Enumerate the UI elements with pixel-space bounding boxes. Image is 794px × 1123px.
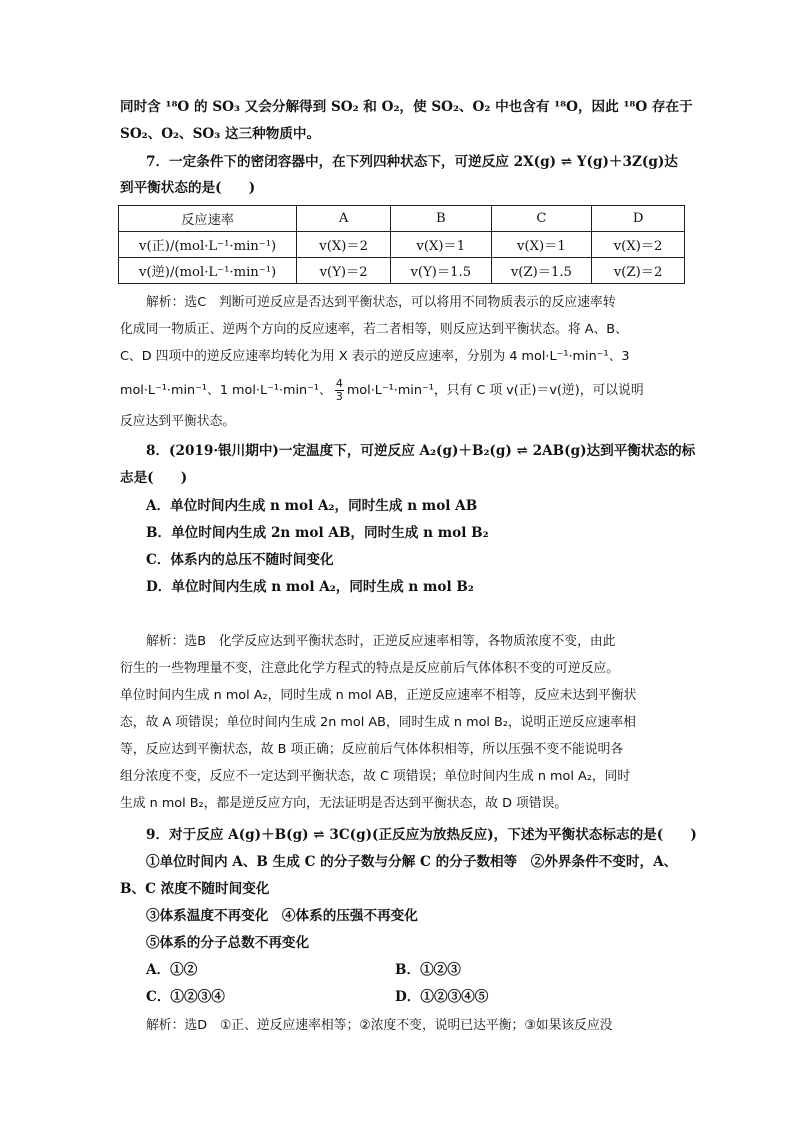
question-8-stem: 志是( ) <box>120 470 188 486</box>
analysis-line: 等，反应达到平衡状态，故 B 项正确；反应前后气体体积相等，所以压强不变不能说明各 <box>120 742 624 757</box>
table-cell: v(X)＝1 <box>390 232 491 258</box>
option-c: C．体系内的总压不随时间变化 <box>146 552 334 568</box>
analysis-line: 解析：选C 判断可逆反应是否达到平衡状态，可以将用不同物质表示的反应速率转 <box>146 295 616 310</box>
table-cell: v(逆)/(mol·L⁻¹·min⁻¹) <box>119 258 297 284</box>
table-cell: v(X)＝2 <box>592 232 685 258</box>
analysis-line: 衍生的一些物理量不变，注意此化学方程式的特点是反应前后气体体积不变的可逆反应。 <box>120 661 620 676</box>
table-row <box>119 258 685 284</box>
question-9-item: ①单位时间内 A、B 生成 C 的分子数与分解 C 的分子数相等 ②外界条件不变时，A、 <box>146 854 678 870</box>
table-header-row <box>119 206 685 232</box>
table-cell: v(Z)＝1.5 <box>491 258 592 284</box>
table-cell: v(正)/(mol·L⁻¹·min⁻¹) <box>119 232 297 258</box>
analysis-line: 反应达到平衡状态。 <box>120 414 236 429</box>
option-d: D．①②③④⑤ <box>395 989 489 1005</box>
option-b: B．①②③ <box>395 962 461 978</box>
analysis-line: 解析：选D ①正、逆反应速率相等；②浓度不变，说明已达平衡；③如果该反应没 <box>146 1018 613 1033</box>
analysis-line: 生成 n mol B₂，都是逆反应方向，无法证明是否达到平衡状态，故 D 项错误。 <box>120 796 568 811</box>
analysis-text: mol·L⁻¹·min⁻¹、1 mol·L⁻¹·min⁻¹、 <box>120 383 332 398</box>
table-header-cell: C <box>491 206 592 232</box>
table-cell: v(X)＝2 <box>297 232 391 258</box>
analysis-line: C、D 四项中的逆反应速率均转化为用 X 表示的逆反应速率，分别为 4 mol·L⁻¹·min⁻¹、3 <box>120 349 630 364</box>
text-line: 同时含 ¹⁸O 的 SO₃ 又会分解得到 SO₂ 和 O₂，使 SO₂、O₂ 中也含有 ¹⁸O，因此 ¹⁸O 存在于 <box>120 99 693 115</box>
table-header-cell: D <box>592 206 685 232</box>
analysis-line: 化成同一物质正、逆两个方向的反应速率，若二者相等，则反应达到平衡状态。将 A、B、 <box>120 322 628 337</box>
fraction-denominator: 3 <box>335 390 343 403</box>
table-cell: v(Z)＝2 <box>592 258 685 284</box>
question-9-stem: 9．对于反应 A(g)＋B(g) ⇌ 3C(g)(正反应为放热反应)，下述为平衡状态标志的是( ) <box>146 827 697 843</box>
analysis-line: 解析：选B 化学反应达到平衡状态时，正逆反应速率相等，各物质浓度不变，由此 <box>146 634 616 649</box>
analysis-line: 单位时间内生成 n mol A₂，同时生成 n mol AB，正逆反应速率不相等，反应未达到平衡状 <box>120 688 637 703</box>
question-9-item: B、C 浓度不随时间变化 <box>120 881 270 897</box>
fraction-numerator: 4 <box>335 377 343 390</box>
option-a: A．单位时间内生成 n mol A₂，同时生成 n mol AB <box>146 498 478 514</box>
rate-table <box>118 205 685 284</box>
fraction <box>335 378 344 403</box>
table-cell: v(Y)＝2 <box>297 258 391 284</box>
table-cell: v(Y)＝1.5 <box>390 258 491 284</box>
analysis-line: 组分浓度不变，反应不一定达到平衡状态，故 C 项错误；单位时间内生成 n mol A₂，同时 <box>120 769 631 784</box>
question-8-stem: 8．(2019·银川期中)一定温度下，可逆反应 A₂(g)＋B₂(g) ⇌ 2AB(g)达到平衡状态的标 <box>146 443 696 459</box>
option-c: C．①②③④ <box>146 989 225 1005</box>
analysis-line <box>120 378 644 403</box>
table-cell: v(X)＝1 <box>491 232 592 258</box>
table-row <box>119 232 685 258</box>
analysis-text: mol·L⁻¹·min⁻¹，只有 C 项 v(正)＝v(逆)，可以说明 <box>346 383 644 398</box>
option-b: B．单位时间内生成 2n mol AB，同时生成 n mol B₂ <box>146 525 489 541</box>
option-a: A．①② <box>146 962 198 978</box>
question-9-item: ⑤体系的分子总数不再变化 <box>146 935 310 951</box>
option-d: D．单位时间内生成 n mol A₂，同时生成 n mol B₂ <box>146 579 474 595</box>
table-header-cell: B <box>390 206 491 232</box>
question-7-stem: 到平衡状态的是( ) <box>120 180 256 196</box>
question-7-stem: 7．一定条件下的密闭容器中，在下列四种状态下，可逆反应 2X(g) ⇌ Y(g)＋3Z(g)达 <box>146 154 678 170</box>
table-header-cell: A <box>297 206 391 232</box>
table-header-cell: 反应速率 <box>119 206 297 232</box>
text-line: SO₂、O₂、SO₃ 这三种物质中。 <box>120 126 321 142</box>
analysis-line: 态，故 A 项错误；单位时间内生成 2n mol AB，同时生成 n mol B₂，说明正逆反应速率相 <box>120 715 636 730</box>
question-9-item: ③体系温度不再变化 ④体系的压强不再变化 <box>146 908 418 924</box>
